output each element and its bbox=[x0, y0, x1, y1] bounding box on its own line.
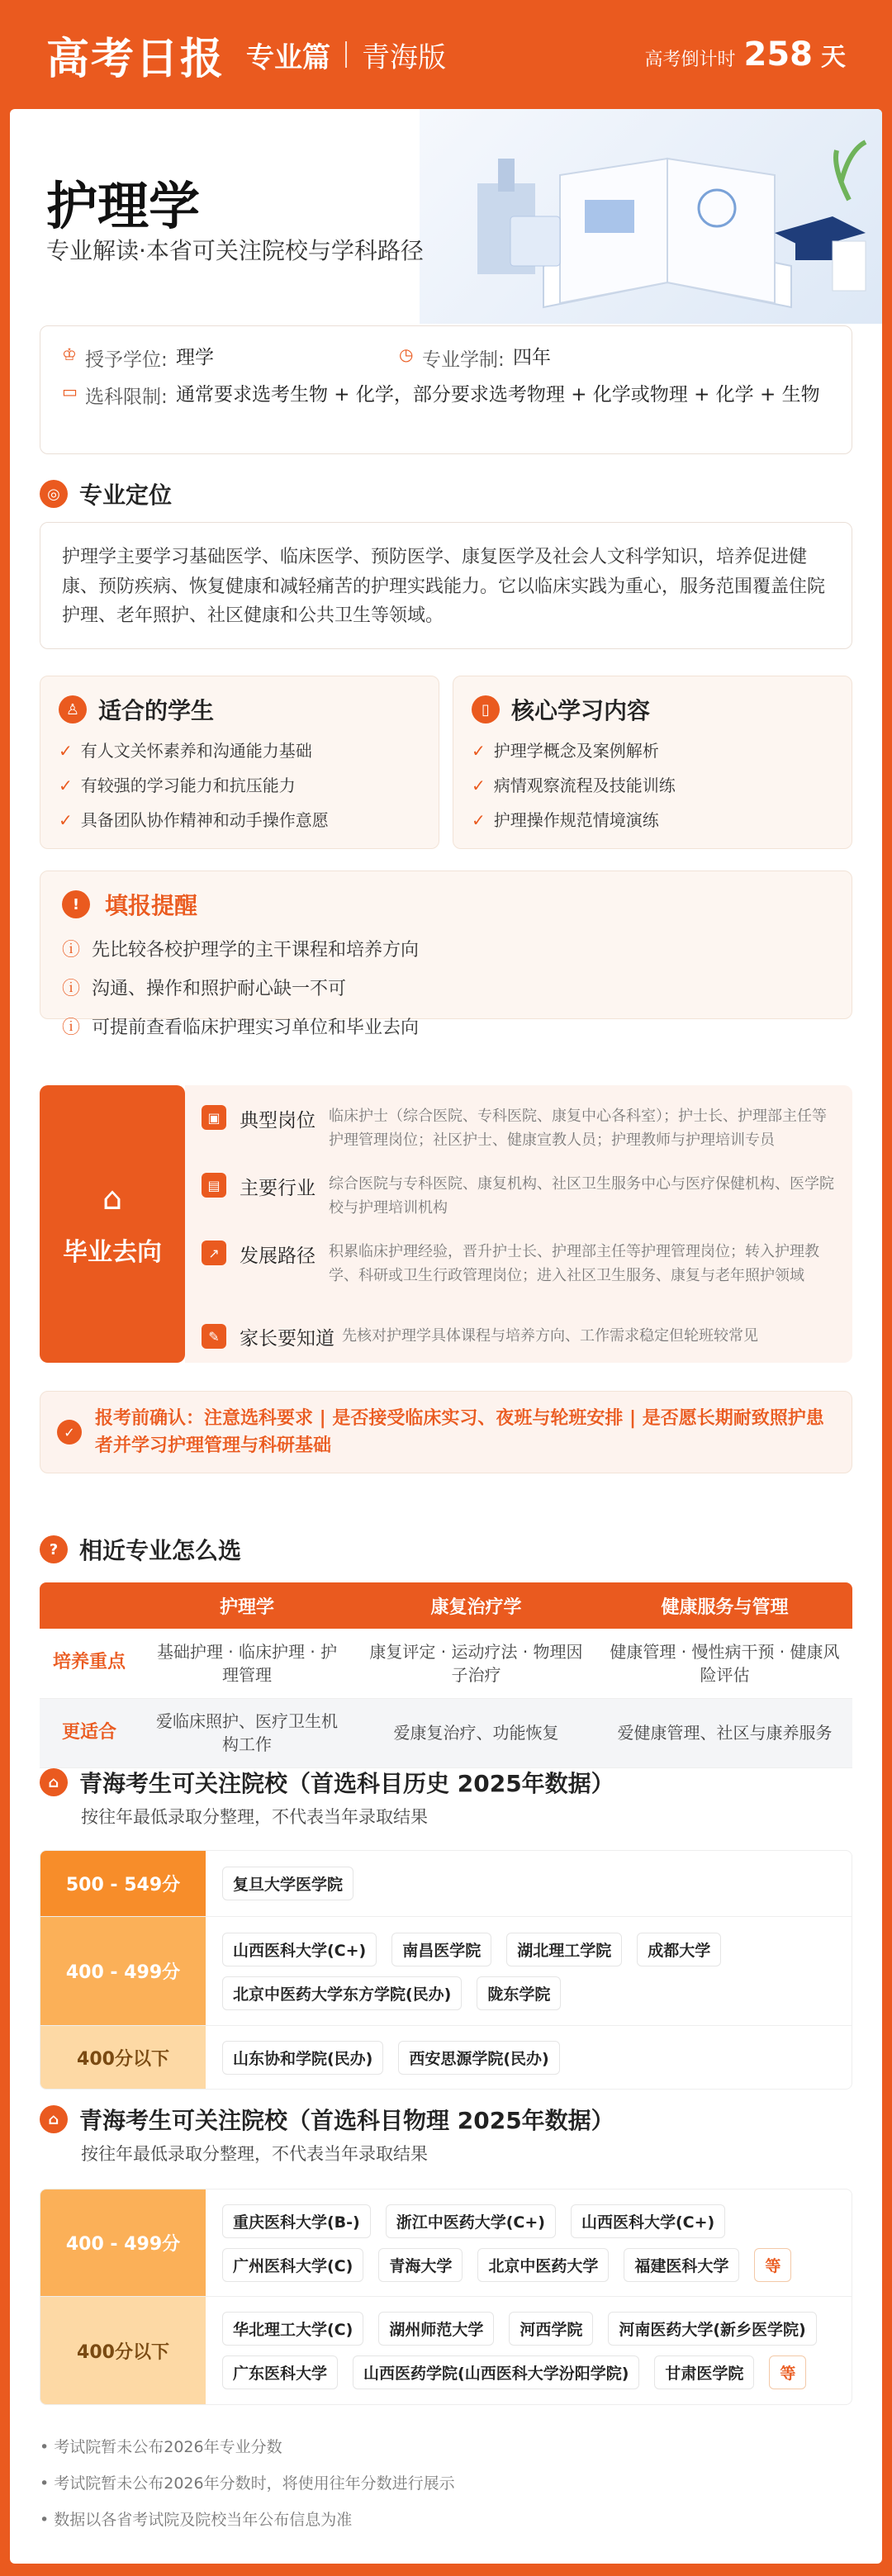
major-subtitle: 专业解读·本省可关注院校与学科路径 bbox=[46, 237, 424, 264]
tier-row: 400 - 499分 重庆医科大学(B-) 浙江中医药大学(C+) 山西医科大学(C+) 广州医科大学(C) 青海大学 北京中医药大学 福建医科大学 等 bbox=[40, 2189, 852, 2297]
list-item: ✓ 护理操作规范情境演练 bbox=[472, 810, 659, 830]
question-icon: ? bbox=[40, 1535, 68, 1563]
physics-note: 按往年最低录取分整理，不代表当年录取结果 bbox=[81, 2144, 428, 2164]
table-row: 培养重点 基础护理 · 临床护理 · 护理管理 康复评定 · 运动疗法 · 物理因子治疗 健康管理 · 慢性病干预 · 健康风险评估 bbox=[40, 1629, 852, 1698]
countdown-unit: 天 bbox=[821, 43, 846, 72]
degree-value: 理学 bbox=[176, 347, 214, 368]
school-chip[interactable]: 山西医科大学(C+) bbox=[222, 1933, 377, 1966]
major-title: 护理学 bbox=[46, 176, 201, 236]
brand-title: 高考日报 bbox=[46, 34, 225, 84]
section-label: 专业篇 bbox=[246, 40, 331, 74]
school-chip[interactable]: 北京中医药大学 bbox=[477, 2248, 609, 2282]
school-chip[interactable]: 成都大学 bbox=[637, 1933, 721, 1966]
check-icon: ✓ bbox=[59, 776, 73, 795]
career-heading-panel bbox=[40, 1085, 185, 1363]
top-banner bbox=[0, 0, 892, 109]
school-chip[interactable]: 山西医科大学(C+) bbox=[571, 2204, 725, 2238]
list-item: ⓘ 沟通、操作和照护耐心缺一不可 bbox=[62, 979, 347, 999]
school-chip[interactable]: 华北理工大学(C) bbox=[222, 2312, 363, 2346]
check-icon: ✓ bbox=[59, 741, 73, 761]
clock-icon: ◷ bbox=[399, 344, 414, 364]
list-item: ⓘ 先比较各校护理学的主干课程和培养方向 bbox=[62, 940, 420, 961]
school-chip[interactable]: 西安思源学院(民办) bbox=[398, 2041, 559, 2075]
subject-value: 通常要求选考生物 + 化学，部分要求选考物理 + 化学或物理 + 化学 + 生物 bbox=[176, 384, 820, 406]
list-item: ⓘ 可提前查看临床护理实习单位和毕业去向 bbox=[62, 1018, 420, 1038]
id-card-icon: ▣ bbox=[202, 1105, 226, 1130]
alert-icon: ⓘ bbox=[62, 940, 81, 961]
trend-icon: ↗ bbox=[202, 1241, 226, 1265]
suitable-card bbox=[40, 676, 439, 849]
basic-info-card bbox=[40, 325, 852, 454]
compass-icon: ◎ bbox=[40, 480, 68, 508]
medal-icon: ♔ bbox=[62, 344, 77, 364]
length-label: 专业学制: bbox=[422, 349, 505, 371]
school-chip[interactable]: 复旦大学医学院 bbox=[222, 1867, 353, 1900]
school-icon: ⌂ bbox=[40, 1768, 68, 1796]
confirm-text: 报考前确认：注意选科要求 | 是否接受临床实习、夜班与轮班安排 | 是否愿长期耐致照护患者并学习护理管理与科研基础 bbox=[95, 1408, 824, 1456]
suitable-title: 适合的学生 bbox=[98, 697, 215, 724]
history-note: 按往年最低录取分整理，不代表当年录取结果 bbox=[81, 1807, 428, 1827]
list-item: ✓ 有人文关怀素养和沟通能力基础 bbox=[59, 741, 312, 761]
school-chip[interactable]: 陇东学院 bbox=[477, 1976, 561, 2010]
tier-row: 500 - 549分 复旦大学医学院 bbox=[40, 1851, 852, 1917]
career-row: ▤ 主要行业 综合医院与专科医院、康复机构、社区卫生服务中心与医疗保健机构、医学院校与护理培训机构 bbox=[202, 1161, 836, 1229]
countdown-label: 高考倒计时 bbox=[644, 50, 736, 70]
content-sheet bbox=[10, 109, 882, 2564]
school-chip[interactable]: 青海大学 bbox=[378, 2248, 463, 2282]
alert-icon: ⓘ bbox=[62, 979, 81, 999]
physics-title: 青海考生可关注院校（首选科目物理 2025年数据） bbox=[79, 2107, 614, 2134]
book-illustration bbox=[420, 109, 882, 324]
list-item: ✓ 护理学概念及案例解析 bbox=[472, 741, 659, 761]
list-item: ✓ 具备团队协作精神和动手操作意愿 bbox=[59, 810, 329, 830]
school-chip[interactable]: 湖州师范大学 bbox=[378, 2312, 494, 2346]
confirm-banner bbox=[40, 1391, 852, 1473]
school-chip[interactable]: 福建医科大学 bbox=[624, 2248, 739, 2282]
history-tiers bbox=[40, 1850, 852, 2090]
career-row: ↗ 发展路径 积累临床护理经验，晋升护士长、护理部主任等护理管理岗位；转入护理教学、科研或卫生行政管理岗位；进入社区卫生服务、康复与老年照护领域 bbox=[202, 1229, 836, 1297]
tier-row: 400分以下 山东协和学院(民办) 西安思源学院(民办) bbox=[40, 2026, 852, 2089]
degree-label: 授予学位: bbox=[85, 349, 168, 371]
info-row bbox=[62, 382, 830, 409]
check-icon: ✓ bbox=[472, 741, 486, 761]
open-book-icon: ▯ bbox=[472, 695, 500, 723]
school-chip[interactable]: 山西医药学院(山西医科大学汾阳学院) bbox=[353, 2355, 639, 2389]
school-chip[interactable]: 甘肃医学院 bbox=[654, 2355, 754, 2389]
career-row: ✎ 家长要知道 先核对护理学具体课程与培养方向、工作需求稳定但轮班较常见 bbox=[202, 1297, 836, 1364]
length-value: 四年 bbox=[513, 347, 551, 368]
pin-icon: ✎ bbox=[202, 1324, 226, 1349]
footnote: • 考试院暂未公布2026年专业分数 bbox=[40, 2438, 282, 2456]
positioning-card: 护理学主要学习基础医学、临床医学、预防医学、康复医学及社会人文科学知识，培养促进健康、预防疾病、恢复健康和减轻痛苦的护理实践能力。它以临床实践为重心，服务范围覆盖住院护理、老年照护、社区健康和公共卫生等领域。 bbox=[40, 522, 852, 649]
section-heading bbox=[40, 2103, 614, 2136]
table-row: 更适合 爱临床照护、医疗卫生机构工作 爱康复治疗、功能恢复 爱健康管理、社区与康养服务 bbox=[40, 1698, 852, 1767]
check-badge-icon: ✓ bbox=[57, 1420, 82, 1445]
list-item: ✓ 有较强的学习能力和抗压能力 bbox=[59, 776, 296, 795]
core-card bbox=[453, 676, 852, 849]
divider bbox=[345, 41, 347, 68]
career-title: 毕业去向 bbox=[63, 1238, 162, 1267]
check-icon: ✓ bbox=[472, 810, 486, 830]
warning-icon: ! bbox=[62, 890, 90, 918]
history-title: 青海考生可关注院校（首选科目历史 2025年数据） bbox=[79, 1770, 614, 1797]
check-icon: ✓ bbox=[472, 776, 486, 795]
footnote: • 考试院暂未公布2026年分数时，将使用往年分数进行展示 bbox=[40, 2474, 455, 2493]
section-heading bbox=[40, 477, 172, 510]
school-chip[interactable]: 广州医科大学(C) bbox=[222, 2248, 363, 2282]
core-title: 核心学习内容 bbox=[511, 697, 651, 724]
school-chip[interactable]: 河西学院 bbox=[509, 2312, 593, 2346]
footnote: • 数据以各省考试院及院校当年公布信息为准 bbox=[40, 2511, 353, 2529]
table-header-row: 护理学 康复治疗学 健康服务与管理 bbox=[40, 1582, 852, 1629]
compare-title: 相近专业怎么选 bbox=[79, 1537, 242, 1564]
positioning-title: 专业定位 bbox=[79, 482, 173, 509]
school-chip[interactable]: 广东医科大学 bbox=[222, 2355, 338, 2389]
physics-tiers bbox=[40, 2189, 852, 2405]
subject-label: 选科限制: bbox=[85, 387, 168, 409]
section-heading bbox=[40, 1533, 241, 1566]
alert-icon: ⓘ bbox=[62, 1018, 81, 1038]
school-chip[interactable]: 湖北理工学院 bbox=[506, 1933, 622, 1966]
info-row bbox=[62, 344, 830, 372]
section-heading bbox=[40, 1766, 614, 1799]
tier-row: 400 - 499分 山西医科大学(C+) 南昌医学院 湖北理工学院 成都大学 北京中医药大学东方学院(民办) 陇东学院 bbox=[40, 1917, 852, 2026]
reminder-title: 填报提醒 bbox=[105, 892, 198, 919]
school-chip[interactable]: 河南医药大学(新乡医学院) bbox=[608, 2312, 816, 2346]
book-icon: ▭ bbox=[62, 382, 78, 402]
hero bbox=[10, 109, 882, 324]
check-icon: ✓ bbox=[59, 810, 73, 830]
more-chip[interactable]: 等 bbox=[769, 2355, 806, 2389]
list-item: ✓ 病情观察流程及技能训练 bbox=[472, 776, 676, 795]
compare-table bbox=[40, 1582, 852, 1768]
school-chip[interactable]: 北京中医药大学东方学院(民办) bbox=[222, 1976, 462, 2010]
school-chip[interactable]: 南昌医学院 bbox=[391, 1933, 491, 1966]
building-icon: ▤ bbox=[202, 1173, 226, 1198]
tier-row: 400分以下 华北理工大学(C) 湖州师范大学 河西学院 河南医药大学(新乡医学院) 广东医科大学 山西医药学院(山西医科大学汾阳学院) 甘肃医学院 等 bbox=[40, 2297, 852, 2404]
countdown bbox=[644, 36, 846, 74]
countdown-days: 258 bbox=[743, 36, 813, 74]
school-chip[interactable]: 浙江中医药大学(C+) bbox=[386, 2204, 556, 2238]
school-chip[interactable]: 重庆医科大学(B-) bbox=[222, 2204, 371, 2238]
person-icon: ♙ bbox=[59, 695, 87, 723]
briefcase-icon: ⌂ bbox=[102, 1180, 123, 1217]
more-chip[interactable]: 等 bbox=[754, 2248, 791, 2282]
school-icon: ⌂ bbox=[40, 2105, 68, 2133]
career-row: ▣ 典型岗位 临床护士（综合医院、专科医院、康复中心各科室）；护士长、护理部主任等护理管理岗位；社区护士、健康宣教人员；护理教师与护理培训专员 bbox=[202, 1093, 836, 1161]
school-chip[interactable]: 山东协和学院(民办) bbox=[222, 2041, 383, 2075]
reminder-card bbox=[40, 871, 852, 1038]
edition-label: 青海版 bbox=[362, 40, 447, 74]
career-details bbox=[185, 1085, 852, 1363]
